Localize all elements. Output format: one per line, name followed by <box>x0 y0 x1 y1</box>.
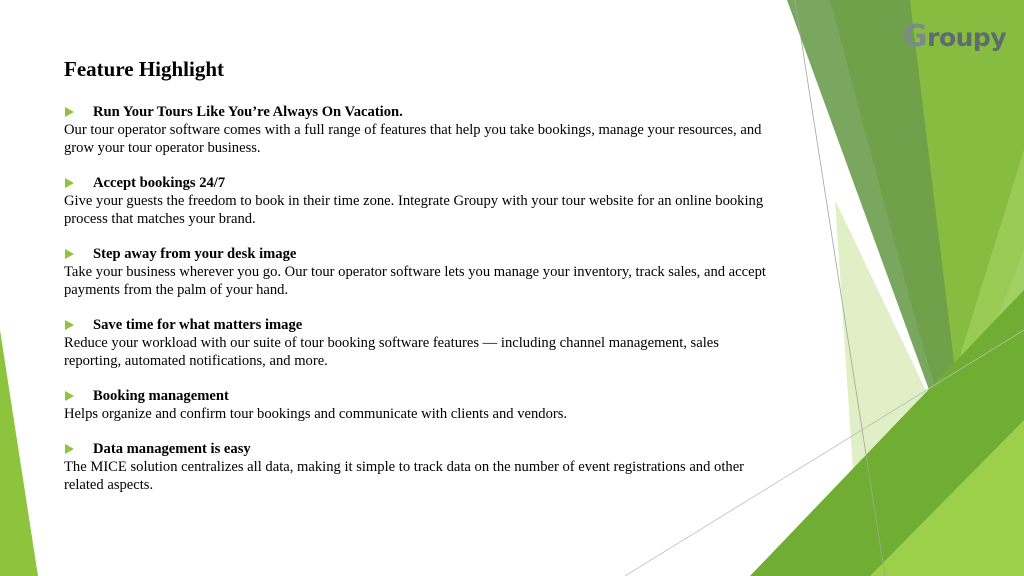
feature-description: Our tour operator software comes with a full range of features that help you take bookings, manage your resources, and grow your tour operator business. <box>64 122 762 156</box>
feature-item <box>64 103 774 157</box>
feature-item <box>64 174 774 228</box>
left-green-wedge <box>0 330 38 576</box>
slide-title: Feature Highlight <box>64 57 225 81</box>
feature-description: Reduce your workload with our suite of tour booking software features — including channel management, sales reporting, automated notifications, and more. <box>64 335 719 369</box>
feature-title: Booking management <box>93 388 229 404</box>
feature-heading <box>64 440 774 458</box>
feature-item <box>64 245 774 299</box>
feature-title: Accept bookings 24/7 <box>93 175 226 191</box>
feature-description: Take your business wherever you go. Our tour operator software lets you manage your inventory, track sales, and accept payments from the palm of your hand. <box>64 264 766 298</box>
feature-heading <box>64 316 774 334</box>
feature-title: Save time for what matters image <box>93 317 303 333</box>
feature-description: Helps organize and confirm tour bookings and communicate with clients and vendors. <box>64 406 568 422</box>
triangle-bullet-icon <box>65 249 74 259</box>
triangle-bullet-icon <box>65 178 74 188</box>
feature-item <box>64 316 774 370</box>
feature-item <box>64 387 774 423</box>
triangle-bullet-icon <box>65 391 74 401</box>
feature-heading <box>64 387 774 405</box>
triangle-bullet-icon <box>65 107 74 117</box>
logo-wordmark: roupy <box>927 23 1007 52</box>
feature-list <box>64 103 774 511</box>
feature-heading <box>64 245 774 263</box>
feature-title: Run Your Tours Like You’re Always On Vacation. <box>93 104 403 120</box>
triangle-bullet-icon <box>65 444 74 454</box>
feature-title: Step away from your desk image <box>93 246 297 262</box>
feature-title: Data management is easy <box>93 441 251 457</box>
feature-heading <box>64 103 774 121</box>
feature-item <box>64 440 774 494</box>
triangle-bullet-icon <box>65 320 74 330</box>
groupy-logo <box>903 19 1007 54</box>
feature-heading <box>64 174 774 192</box>
logo-letter-g: G <box>903 19 928 54</box>
feature-description: The MICE solution centralizes all data, making it simple to track data on the number of event registrations and other related aspects. <box>64 459 745 493</box>
feature-description: Give your guests the freedom to book in their time zone. Integrate Groupy with your tour website for an online booking process that matches your brand. <box>64 193 764 227</box>
